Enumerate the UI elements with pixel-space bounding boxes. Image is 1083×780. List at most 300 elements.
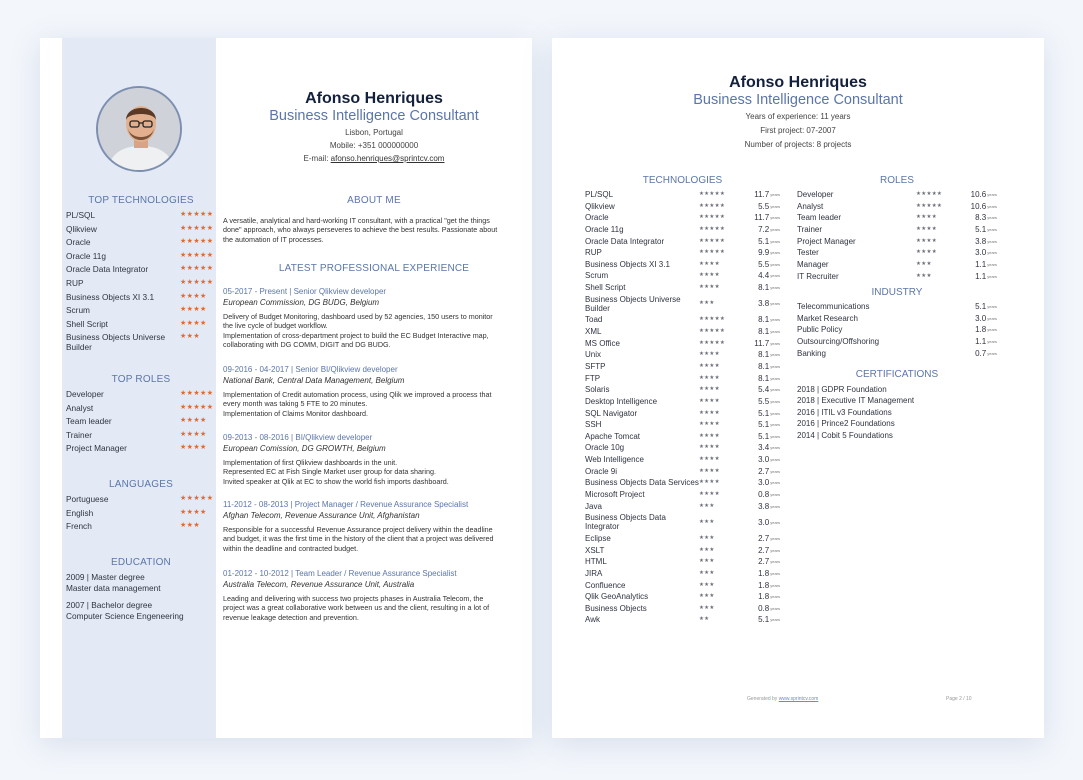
role-row-label: Developer bbox=[797, 190, 834, 199]
role-row bbox=[797, 237, 997, 246]
technology-row-label: JIRA bbox=[585, 568, 603, 578]
technology-row bbox=[585, 315, 780, 324]
technology-row bbox=[585, 225, 780, 234]
star-rating: ★★★★★ bbox=[180, 211, 214, 218]
experience-date: 05-2017 - Present | Senior Qlikview developer bbox=[223, 287, 387, 296]
years-unit: years bbox=[770, 503, 780, 509]
technology-row-label: Qlik GeoAnalytics bbox=[585, 592, 649, 602]
star-rating: ★★★★★ bbox=[180, 495, 214, 502]
star-rating: ★★★★★ bbox=[698, 339, 726, 346]
years-value: 5.4 bbox=[758, 385, 770, 395]
technology-item bbox=[66, 264, 216, 274]
years-unit: years bbox=[987, 227, 997, 233]
years-value: 10.6 bbox=[970, 190, 987, 199]
years-value: 3.0 bbox=[758, 517, 770, 527]
star-rating: ★★★ bbox=[698, 502, 715, 509]
star-rating: ★★★★ bbox=[698, 479, 720, 486]
years-value: 7.2 bbox=[758, 224, 770, 234]
first-project: First project: 07-2007 bbox=[760, 126, 836, 135]
years-value: 4.4 bbox=[758, 271, 770, 281]
star-rating: ★★★★★ bbox=[916, 202, 943, 209]
experience-org: European Comission, DG GROWTH, Belgium bbox=[223, 444, 386, 453]
technology-row-label: XML bbox=[585, 327, 602, 337]
years-unit: years bbox=[770, 535, 780, 541]
years-value: 0.8 bbox=[758, 490, 770, 500]
years-value: 3.8 bbox=[758, 299, 770, 309]
years-value: 1.1 bbox=[975, 336, 987, 346]
role-row bbox=[797, 202, 997, 211]
technology-row bbox=[585, 592, 780, 601]
years-unit: years bbox=[987, 350, 997, 356]
technology-row-label: SFTP bbox=[585, 361, 606, 371]
star-rating: ★★★★ bbox=[698, 260, 720, 267]
years-unit: years bbox=[987, 238, 997, 244]
number-of-projects: Number of projects: 8 projects bbox=[744, 140, 852, 149]
technology-item bbox=[66, 210, 216, 220]
technology-row-label: FTP bbox=[585, 373, 601, 383]
technology-row bbox=[585, 534, 780, 543]
star-rating: ★★★★★ bbox=[698, 328, 726, 335]
technology-row bbox=[585, 295, 780, 313]
technology-row-label: PL/SQL bbox=[585, 190, 614, 199]
star-rating: ★★★★★ bbox=[698, 191, 726, 197]
technology-row bbox=[585, 569, 780, 578]
years-value: 5.1 bbox=[758, 615, 770, 625]
technology-row-label: Awk bbox=[585, 615, 600, 625]
technology-row-label: Oracle Data Integrator bbox=[585, 236, 665, 246]
person-title: Business Intelligence Consultant bbox=[693, 92, 903, 108]
years-value: 5.5 bbox=[758, 259, 770, 269]
star-rating: ★★★★★ bbox=[180, 251, 214, 259]
star-rating: ★★ bbox=[698, 616, 710, 623]
years-value: 0.8 bbox=[758, 603, 770, 613]
experience-title: LATEST PROFESSIONAL EXPERIENCE bbox=[278, 263, 470, 274]
technology-item-label: Oracle bbox=[66, 237, 91, 248]
roles-title: ROLES bbox=[880, 175, 914, 186]
experience-item bbox=[223, 364, 501, 418]
technology-row bbox=[585, 397, 780, 406]
technology-row-label: XSLT bbox=[585, 545, 605, 555]
years-unit: years bbox=[770, 387, 780, 393]
role-row-label: Analyst bbox=[797, 201, 824, 211]
years-unit: years bbox=[987, 203, 997, 209]
technology-row bbox=[585, 339, 780, 348]
technology-row bbox=[585, 327, 780, 336]
years-unit: years bbox=[987, 327, 997, 333]
years-value: 5.1 bbox=[758, 236, 770, 246]
industry-row-label: Outsourcing/Offshoring bbox=[797, 336, 880, 346]
years-unit: years bbox=[770, 422, 780, 428]
star-rating: ★★★ bbox=[698, 569, 715, 576]
star-rating: ★★★ bbox=[698, 558, 715, 565]
footer-page-number: Page 2 / 10 bbox=[946, 696, 972, 702]
years-unit: years bbox=[770, 301, 780, 307]
star-rating: ★★★ bbox=[698, 300, 715, 307]
years-value: 2.7 bbox=[758, 533, 770, 543]
technology-item bbox=[66, 224, 216, 234]
education-section bbox=[66, 557, 216, 628]
technology-row bbox=[585, 385, 780, 394]
years-value: 1.1 bbox=[975, 260, 987, 270]
years-value: 1.8 bbox=[758, 580, 770, 590]
star-rating: ★★★★ bbox=[698, 284, 720, 291]
years-value: 3.0 bbox=[758, 455, 770, 465]
role-row bbox=[797, 272, 997, 281]
years-value: 3.0 bbox=[975, 313, 987, 323]
years-unit: years bbox=[770, 492, 780, 498]
language-item bbox=[66, 508, 216, 518]
star-rating: ★★★★ bbox=[698, 397, 720, 404]
education-degree: 2007 | Bachelor degree bbox=[66, 600, 153, 610]
page2-header bbox=[552, 74, 1044, 152]
years-value: 2.7 bbox=[758, 545, 770, 555]
technology-row bbox=[585, 432, 780, 441]
technology-row-label: Business Objects Data Services bbox=[585, 478, 699, 488]
years-unit: years bbox=[770, 363, 780, 369]
role-item bbox=[66, 430, 216, 440]
star-rating: ★★★ bbox=[698, 546, 715, 553]
certification-item: 2016 | ITIL v3 Foundations bbox=[797, 407, 892, 417]
technology-row-label: Solaris bbox=[585, 385, 610, 395]
years-unit: years bbox=[770, 215, 780, 221]
technology-row bbox=[585, 362, 780, 371]
education-item bbox=[66, 572, 216, 594]
star-rating: ★★★★ bbox=[180, 444, 207, 452]
star-rating: ★★★★ bbox=[180, 417, 207, 425]
technology-item-label: PL/SQL bbox=[66, 210, 96, 220]
profile-photo bbox=[96, 86, 182, 172]
cv-page-2 bbox=[552, 38, 1044, 738]
years-unit: years bbox=[987, 315, 997, 321]
experience-org: Afghan Telecom, Revenue Assurance Unit, Afghanistan bbox=[223, 511, 420, 520]
star-rating: ★★★★ bbox=[180, 306, 207, 314]
person-name: Afonso Henriques bbox=[305, 90, 443, 107]
technology-row-label: Web Intelligence bbox=[585, 455, 644, 465]
technology-row-label: Unix bbox=[585, 350, 602, 360]
education-field: Master data management bbox=[66, 583, 161, 593]
technology-row-label: RUP bbox=[585, 248, 602, 258]
star-rating: ★★★★ bbox=[916, 237, 937, 244]
industry-row bbox=[797, 337, 997, 346]
languages-section bbox=[66, 479, 216, 535]
star-rating: ★★★★★ bbox=[180, 265, 214, 273]
mobile: Mobile: +351 000000000 bbox=[329, 141, 419, 150]
language-item-label: French bbox=[66, 521, 92, 532]
star-rating: ★★★ bbox=[698, 518, 715, 525]
technology-row bbox=[585, 260, 780, 269]
years-unit: years bbox=[770, 617, 780, 623]
years-value: 11.7 bbox=[754, 190, 770, 199]
star-rating: ★★★★ bbox=[180, 292, 207, 300]
star-rating: ★★★★★ bbox=[916, 191, 943, 197]
technology-item bbox=[66, 278, 216, 288]
technology-row bbox=[585, 350, 780, 359]
star-rating: ★★★ bbox=[180, 522, 201, 530]
star-rating: ★★★ bbox=[916, 261, 932, 268]
technology-row bbox=[585, 202, 780, 211]
language-item bbox=[66, 521, 216, 531]
industry-title: INDUSTRY bbox=[871, 286, 923, 298]
technology-row-label: Confluence bbox=[585, 580, 626, 590]
star-rating: ★★★★ bbox=[916, 214, 937, 221]
technology-row bbox=[585, 490, 780, 499]
top-roles-section bbox=[66, 374, 216, 457]
years-unit: years bbox=[770, 238, 780, 244]
technology-row bbox=[585, 513, 780, 531]
industry-row bbox=[797, 325, 997, 334]
technology-row bbox=[585, 478, 780, 487]
certification-item: 2018 | GDPR Foundation bbox=[797, 384, 887, 394]
years-value: 1.8 bbox=[758, 592, 770, 602]
technology-row-label: MS Office bbox=[585, 338, 620, 348]
email-line bbox=[216, 152, 532, 165]
technology-row-label: Microsoft Project bbox=[585, 490, 645, 500]
star-rating: ★★★ bbox=[916, 272, 932, 279]
technology-row bbox=[585, 604, 780, 613]
star-rating: ★★★★★ bbox=[698, 249, 726, 256]
years-value: 8.1 bbox=[758, 283, 770, 293]
language-item-label: English bbox=[66, 507, 94, 518]
years-unit: years bbox=[770, 445, 780, 451]
role-row bbox=[797, 213, 997, 222]
technology-row-label: Oracle 9i bbox=[585, 466, 618, 476]
technology-row-label: Business Objects XI 3.1 bbox=[585, 259, 670, 269]
technology-item-label: Shell Script bbox=[66, 318, 108, 329]
star-rating: ★★★★★ bbox=[698, 316, 726, 323]
years-unit: years bbox=[770, 519, 780, 525]
star-rating: ★★★★ bbox=[698, 362, 720, 369]
experience-org: Australia Telecom, Revenue Assurance Unit, Australia bbox=[223, 580, 415, 589]
footer-generated bbox=[747, 696, 818, 702]
language-item-label: Portuguese bbox=[66, 494, 109, 504]
education-title: EDUCATION bbox=[111, 557, 171, 568]
technology-item bbox=[66, 319, 216, 329]
years-unit: years bbox=[987, 338, 997, 344]
years-unit: years bbox=[987, 250, 997, 256]
star-rating: ★★★★ bbox=[180, 319, 207, 327]
footer-link[interactable]: www.sprintcv.com bbox=[778, 696, 819, 702]
technology-row bbox=[585, 420, 780, 429]
industry-row bbox=[797, 314, 997, 323]
technology-row bbox=[585, 213, 780, 222]
technology-row-label: Apache Tomcat bbox=[585, 431, 640, 441]
technology-row bbox=[585, 615, 780, 624]
technology-row-label: Shell Script bbox=[585, 283, 626, 293]
industry-row bbox=[797, 349, 997, 358]
years-value: 11.7 bbox=[754, 338, 770, 348]
experience-date: 09-2016 - 04-2017 | Senior BI/Qlikview developer bbox=[223, 365, 398, 374]
experience-desc: Responsible for a successful Revenue Assurance project delivery within the deadline and budget, it was the first time in the history of the client that a project was delivered within the deadline and contracted budget. bbox=[223, 525, 494, 553]
role-row-label: Tester bbox=[797, 248, 819, 258]
years-value: 3.8 bbox=[975, 236, 987, 246]
technology-item bbox=[66, 237, 216, 247]
years-value: 3.8 bbox=[758, 501, 770, 511]
technology-row bbox=[585, 443, 780, 452]
industry-row-label: Banking bbox=[797, 348, 826, 358]
role-row bbox=[797, 248, 997, 257]
role-item-label: Trainer bbox=[66, 429, 92, 440]
role-item bbox=[66, 403, 216, 413]
role-row bbox=[797, 260, 997, 269]
star-rating: ★★★★ bbox=[698, 432, 720, 439]
role-item-label: Developer bbox=[66, 389, 104, 399]
experience-date: 11-2012 - 08-2013 | Project Manager / Revenue Assurance Specialist bbox=[223, 500, 469, 509]
education-field: Computer Science Engeneering bbox=[66, 611, 184, 621]
top-roles-title: TOP ROLES bbox=[111, 374, 171, 385]
technology-item bbox=[66, 305, 216, 315]
years-value: 1.1 bbox=[975, 271, 987, 281]
technology-row-label: Oracle 10g bbox=[585, 443, 625, 453]
star-rating: ★★★★★ bbox=[698, 225, 726, 232]
role-item bbox=[66, 416, 216, 426]
main-content bbox=[216, 38, 532, 738]
experience-item bbox=[223, 432, 501, 486]
star-rating: ★★★★ bbox=[698, 444, 720, 451]
industry-row-label: Telecommunications bbox=[797, 301, 870, 311]
star-rating: ★★★★ bbox=[698, 374, 720, 381]
role-item-label: Analyst bbox=[66, 402, 94, 413]
education-item bbox=[66, 600, 216, 622]
years-unit: years bbox=[770, 398, 780, 404]
star-rating: ★★★★ bbox=[698, 409, 720, 416]
star-rating: ★★★★ bbox=[698, 421, 720, 428]
years-unit: years bbox=[770, 375, 780, 381]
years-value: 8.1 bbox=[758, 327, 770, 337]
technology-row-label: Java bbox=[585, 501, 602, 511]
years-unit: years bbox=[770, 203, 780, 209]
years-unit: years bbox=[770, 226, 780, 232]
star-rating: ★★★★ bbox=[698, 491, 720, 498]
years-value: 8.1 bbox=[758, 373, 770, 383]
technology-row-label: Oracle 11g bbox=[585, 224, 624, 234]
experience-org: National Bank, Central Data Management, Belgium bbox=[223, 376, 405, 385]
years-value: 11.7 bbox=[754, 213, 770, 223]
star-rating: ★★★★ bbox=[698, 456, 720, 463]
experience-item bbox=[223, 286, 501, 349]
role-row-label: Manager bbox=[797, 260, 829, 270]
years-value: 9.9 bbox=[758, 248, 770, 258]
years-unit: years bbox=[770, 317, 780, 323]
role-item bbox=[66, 389, 216, 399]
years-unit: years bbox=[987, 262, 997, 268]
technology-row-label: Business Objects Data Integrator bbox=[585, 513, 666, 532]
experience-item bbox=[223, 568, 501, 622]
years-unit: years bbox=[770, 285, 780, 291]
star-rating: ★★★ bbox=[698, 604, 715, 611]
technology-row-label: SQL Navigator bbox=[585, 408, 638, 418]
technology-item-label: Qlikview bbox=[66, 223, 97, 234]
experience-date: 09-2013 - 08-2016 | BI/Qlikview developer bbox=[223, 433, 373, 442]
technology-row bbox=[585, 467, 780, 476]
years-value: 3.0 bbox=[758, 478, 770, 488]
technology-row-label: Scrum bbox=[585, 271, 609, 281]
years-unit: years bbox=[987, 273, 997, 279]
years-unit: years bbox=[987, 303, 997, 309]
years-unit: years bbox=[770, 480, 780, 486]
star-rating: ★★★★★ bbox=[180, 224, 214, 232]
experience-desc: Implementation of first Qlikview dashboards in the unit. Represented EC at Fish Single Market user group for data sharing. Invited speaker at Qlik at EC to show the world fish imports dashboard. bbox=[223, 458, 449, 486]
star-rating: ★★★★★ bbox=[180, 238, 214, 246]
technology-row bbox=[585, 248, 780, 257]
email-link[interactable]: afonso.henriques@sprintcv.com bbox=[330, 154, 445, 163]
experience-desc: Leading and delivering with success two projects phases in Australia Telecom, the project was a great collaborative work between us and the client, resulting in a lot of revenue leakage detection and prevention. bbox=[223, 594, 490, 622]
technology-item bbox=[66, 251, 216, 261]
language-item bbox=[66, 494, 216, 504]
star-rating: ★★★★★ bbox=[698, 237, 726, 244]
certifications-title: CERTIFICATIONS bbox=[855, 368, 939, 380]
technology-row bbox=[585, 455, 780, 464]
technologies-section bbox=[585, 175, 780, 627]
technology-item-label: Business Objects XI 3.1 bbox=[66, 291, 155, 302]
technology-row bbox=[585, 546, 780, 555]
star-rating: ★★★ bbox=[698, 593, 715, 600]
star-rating: ★★★★ bbox=[698, 467, 720, 474]
role-row-label: IT Recruiter bbox=[797, 271, 839, 281]
years-unit: years bbox=[770, 547, 780, 553]
about-text: A versatile, analytical and hard-working IT consultant, with a practical "get the things done" approach, who always perseveres to achieve the best results. Passionate about the automation of IT processes. bbox=[223, 216, 498, 244]
star-rating: ★★★★ bbox=[180, 508, 207, 516]
years-experience: Years of experience: 11 years bbox=[745, 112, 851, 121]
star-rating: ★★★★ bbox=[916, 226, 937, 233]
experience-item bbox=[223, 499, 501, 553]
star-rating: ★★★ bbox=[698, 581, 715, 588]
star-rating: ★★★ bbox=[180, 333, 201, 341]
years-unit: years bbox=[770, 340, 780, 346]
technologies-title: TECHNOLOGIES bbox=[642, 175, 723, 186]
experience-desc: Delivery of Budget Monitoring, dashboard used by 52 agencies, 150 users to monitor the live cycle of budget workflow. Implementation of cross-department project to build the EC Budget Interactive map, collaborating with DG COMM, DIGIT and DG BUDG. bbox=[223, 312, 493, 349]
about-title: ABOUT ME bbox=[347, 195, 401, 206]
certification-item: 2018 | Executive IT Management bbox=[797, 396, 915, 406]
experience-date: 01-2012 - 10-2012 | Team Leader / Revenue Assurance Specialist bbox=[223, 569, 457, 578]
industry-row-label: Market Research bbox=[797, 313, 858, 323]
certification-item: 2016 | Prince2 Foundations bbox=[797, 419, 895, 429]
top-technologies-title: TOP TECHNOLOGIES bbox=[88, 195, 194, 206]
years-value: 5.5 bbox=[758, 396, 770, 406]
years-unit: years bbox=[987, 192, 997, 197]
years-value: 2.7 bbox=[758, 466, 770, 476]
technology-row-label: SSH bbox=[585, 420, 602, 430]
technology-item-label: RUP bbox=[66, 277, 84, 288]
experience-desc: Implementation of Credit automation process, using Qlik we improved a process that every month was taking 5 FTE to 20 minutes. Implementation of Claims Monitor dashboard. bbox=[223, 390, 492, 418]
years-unit: years bbox=[770, 605, 780, 611]
technology-row-label: Business Objects Universe Builder bbox=[585, 294, 681, 313]
person-name: Afonso Henriques bbox=[729, 74, 867, 91]
technology-item-label: Oracle 11g bbox=[66, 250, 106, 261]
technology-row-label: Oracle bbox=[585, 213, 609, 223]
top-technologies-section bbox=[66, 195, 216, 356]
technology-item bbox=[66, 332, 216, 352]
industry-row bbox=[797, 302, 997, 311]
years-value: 0.7 bbox=[975, 348, 987, 358]
star-rating: ★★★ bbox=[698, 534, 715, 541]
certification-item: 2014 | Cobit 5 Foundations bbox=[797, 430, 893, 440]
years-unit: years bbox=[770, 433, 780, 439]
years-unit: years bbox=[770, 457, 780, 463]
years-unit: years bbox=[770, 352, 780, 358]
years-unit: years bbox=[770, 261, 780, 267]
technology-row-label: HTML bbox=[585, 557, 607, 567]
technology-row bbox=[585, 190, 780, 199]
technology-row bbox=[585, 502, 780, 511]
years-value: 5.5 bbox=[758, 201, 770, 211]
years-unit: years bbox=[770, 329, 780, 335]
years-value: 10.6 bbox=[970, 201, 987, 211]
star-rating: ★★★★★ bbox=[180, 278, 214, 286]
years-value: 1.8 bbox=[758, 568, 770, 578]
header bbox=[216, 90, 532, 165]
star-rating: ★★★★ bbox=[698, 386, 720, 393]
years-unit: years bbox=[770, 582, 780, 588]
